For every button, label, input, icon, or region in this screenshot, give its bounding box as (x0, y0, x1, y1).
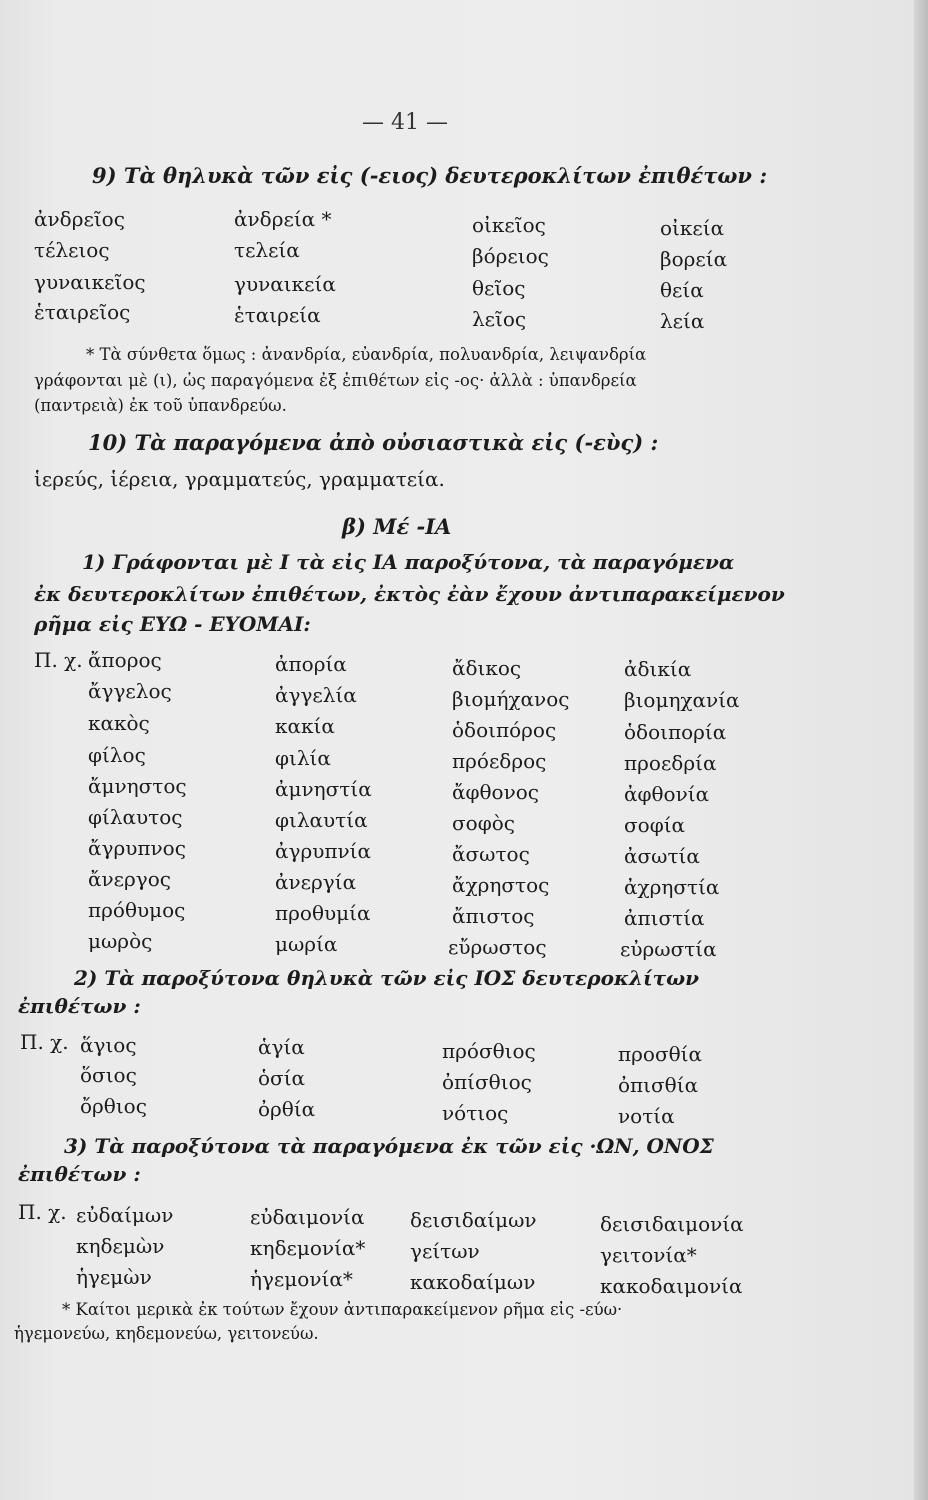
word-cell: οἰκεῖος (472, 213, 546, 237)
word-cell: ἀχρηστία (624, 875, 720, 899)
word-cell: κακοδαιμονία (600, 1274, 743, 1298)
word-cell: ἀπορία (275, 652, 347, 676)
example-label: Π. χ. (18, 1200, 67, 1224)
word-cell: τελεία (234, 238, 300, 262)
word-cell: ἁγία (258, 1035, 305, 1059)
word-cell: ἀνδρεία * (234, 207, 332, 231)
page-edge (914, 0, 928, 1500)
section-10-line: ἱερεύς, ἱέρεια, γραμματεύς, γραμματεία. (34, 467, 445, 491)
page-number: — 41 — (362, 110, 448, 135)
word-cell: λεῖος (472, 307, 527, 331)
word-cell: ἀπιστία (624, 906, 705, 930)
rule-3-line: ἐπιθέτων : (18, 1162, 141, 1186)
rule-1-line: ἐκ δευτεροκλίτων ἐπιθέτων, ἐκτὸς ἐὰν ἔχουν ἀντιπαρακείμενον (34, 582, 785, 606)
footnote-line: * Καίτοι μερικὰ ἐκ τούτων ἔχουν ἀντιπαρακείμενον ρῆμα εἰς -εύω· (62, 1300, 623, 1319)
word-cell: ἀσωτία (624, 844, 700, 868)
word-cell: βόρειος (472, 244, 549, 268)
rule-1-line: ρῆμα εἰς ΕΥΩ - ΕΥΟΜΑΙ: (34, 612, 311, 636)
word-cell: προθυμία (275, 901, 371, 925)
footnote-line: * Τὰ σύνθετα ὅμως : ἀνανδρία, εὐανδρία, πολυανδρία, λειψανδρία (86, 345, 647, 364)
word-cell: νότιος (442, 1101, 509, 1125)
word-cell: κακὸς (88, 711, 150, 735)
word-cell: ὀπίσθιος (442, 1070, 532, 1094)
word-cell: φιλαυτία (275, 808, 368, 832)
word-cell: ἡγεμὼν (76, 1265, 152, 1289)
word-cell: ἡγεμονία* (250, 1267, 353, 1291)
word-cell: πρόεδρος (452, 749, 547, 773)
example-label: Π. χ. (20, 1030, 69, 1054)
word-cell: ἄδικος (452, 656, 522, 680)
word-cell: φιλία (275, 746, 331, 770)
word-cell: θεία (660, 278, 704, 302)
word-cell: λεία (660, 309, 705, 333)
word-cell: θεῖος (472, 276, 526, 300)
word-cell: ἀνεργία (275, 870, 357, 894)
word-cell: εὔρωστος (448, 935, 547, 959)
word-cell: εὐρωστία (620, 937, 717, 961)
rule-3-line: 3) Τὰ παροξύτονα τὰ παραγόμενα ἐκ τῶν εἰς ·ΩΝ, ΟΝΟΣ (64, 1134, 714, 1158)
word-cell: ἀγγελία (275, 683, 357, 707)
word-cell: ἀφθονία (624, 782, 710, 806)
word-cell: βορεία (660, 247, 728, 271)
word-cell: ὁδοιπορία (624, 720, 727, 744)
word-cell: προσθία (618, 1042, 702, 1066)
word-cell: ἅγιος (80, 1033, 137, 1057)
section-9-title: 9) Τὰ θηλυκὰ τῶν εἰς (-ειος) δευτεροκλίτων ἐπιθέτων : (92, 163, 768, 188)
word-cell: ἑταιρεία (234, 303, 321, 327)
subheading: β) Μέ -ΙΑ (342, 514, 452, 539)
rule-2-line: 2) Τὰ παροξύτονα θηλυκὰ τῶν εἰς ΙΟΣ δευτεροκλίτων (74, 966, 700, 990)
word-cell: σοφὸς (452, 811, 515, 835)
footnote-line: ἡγεμονεύω, κηδεμονεύω, γειτονεύω. (14, 1324, 319, 1343)
word-cell: ἄφθονος (452, 780, 539, 804)
word-cell: ὁσία (258, 1066, 306, 1090)
word-cell: γειτονία* (600, 1243, 697, 1267)
word-cell: βιομηχανία (624, 688, 740, 712)
word-cell: τέλειος (34, 238, 110, 262)
word-cell: κηδεμὼν (76, 1234, 165, 1258)
word-cell: εὐδαίμων (76, 1203, 174, 1227)
word-cell: ἄνεργος (88, 867, 171, 891)
word-cell: μωρὸς (88, 929, 153, 953)
word-cell: βιομήχανος (452, 687, 570, 711)
word-cell: κηδεμονία* (250, 1236, 366, 1260)
word-cell: δεισιδαιμονία (600, 1212, 744, 1236)
word-cell: φίλος (88, 743, 146, 767)
word-cell: πρόθυμος (88, 898, 186, 922)
word-cell: ἄπιστος (452, 904, 535, 928)
word-cell: ἀνδρεῖος (34, 207, 125, 231)
word-cell: γυναικεία (234, 272, 336, 296)
word-cell: εὐδαιμονία (250, 1205, 365, 1229)
word-cell: ἄπορος (88, 648, 162, 672)
word-cell: κακοδαίμων (410, 1270, 536, 1294)
word-cell: ὁδοιπόρος (452, 718, 557, 742)
footnote-line: (παντρειὰ) ἐκ τοῦ ὑπανδρεύω. (34, 396, 287, 415)
word-cell: ὅσιος (80, 1063, 137, 1087)
word-cell: ἄμνηστος (88, 774, 187, 798)
word-cell: ἀμνηστία (275, 777, 372, 801)
word-cell: ὄρθιος (80, 1094, 147, 1118)
footnote-line: γράφονται μὲ (ι), ὡς παραγόμενα ἐξ ἐπιθέτων εἰς -ος· ἀλλὰ : ὑπανδρεία (34, 371, 637, 390)
word-cell: ἀδικία (624, 657, 692, 681)
word-cell: νοτία (618, 1104, 675, 1128)
word-cell: πρόσθιος (442, 1039, 536, 1063)
word-cell: οἰκεία (660, 216, 725, 240)
word-cell: ἄσωτος (452, 842, 530, 866)
example-label: Π. χ. (34, 648, 83, 672)
rule-1-line: 1) Γράφονται μὲ Ι τὰ εἰς ΙΑ παροξύτονα, τὰ παραγόμενα (82, 550, 735, 574)
word-cell: ἄγρυπνος (88, 836, 186, 860)
word-cell: ἀγρυπνία (275, 839, 372, 863)
word-cell: γείτων (410, 1239, 480, 1263)
word-cell: δεισιδαίμων (410, 1208, 537, 1232)
rule-2-line: ἐπιθέτων : (18, 994, 141, 1018)
word-cell: προεδρία (624, 751, 717, 775)
word-cell: ὀπισθία (618, 1073, 699, 1097)
word-cell: κακία (275, 714, 335, 738)
word-cell: μωρία (275, 932, 338, 956)
section-10-title: 10) Τὰ παραγόμενα ἀπὸ οὐσιαστικὰ εἰς (-εὺς) : (88, 430, 659, 455)
word-cell: ἑταιρεῖος (34, 300, 131, 324)
word-cell: ὀρθία (258, 1097, 316, 1121)
word-cell: ἄχρηστος (452, 873, 550, 897)
word-cell: σοφία (624, 813, 686, 837)
word-cell: γυναικεῖος (34, 270, 146, 294)
word-cell: ἄγγελος (88, 679, 172, 703)
word-cell: φίλαυτος (88, 805, 183, 829)
